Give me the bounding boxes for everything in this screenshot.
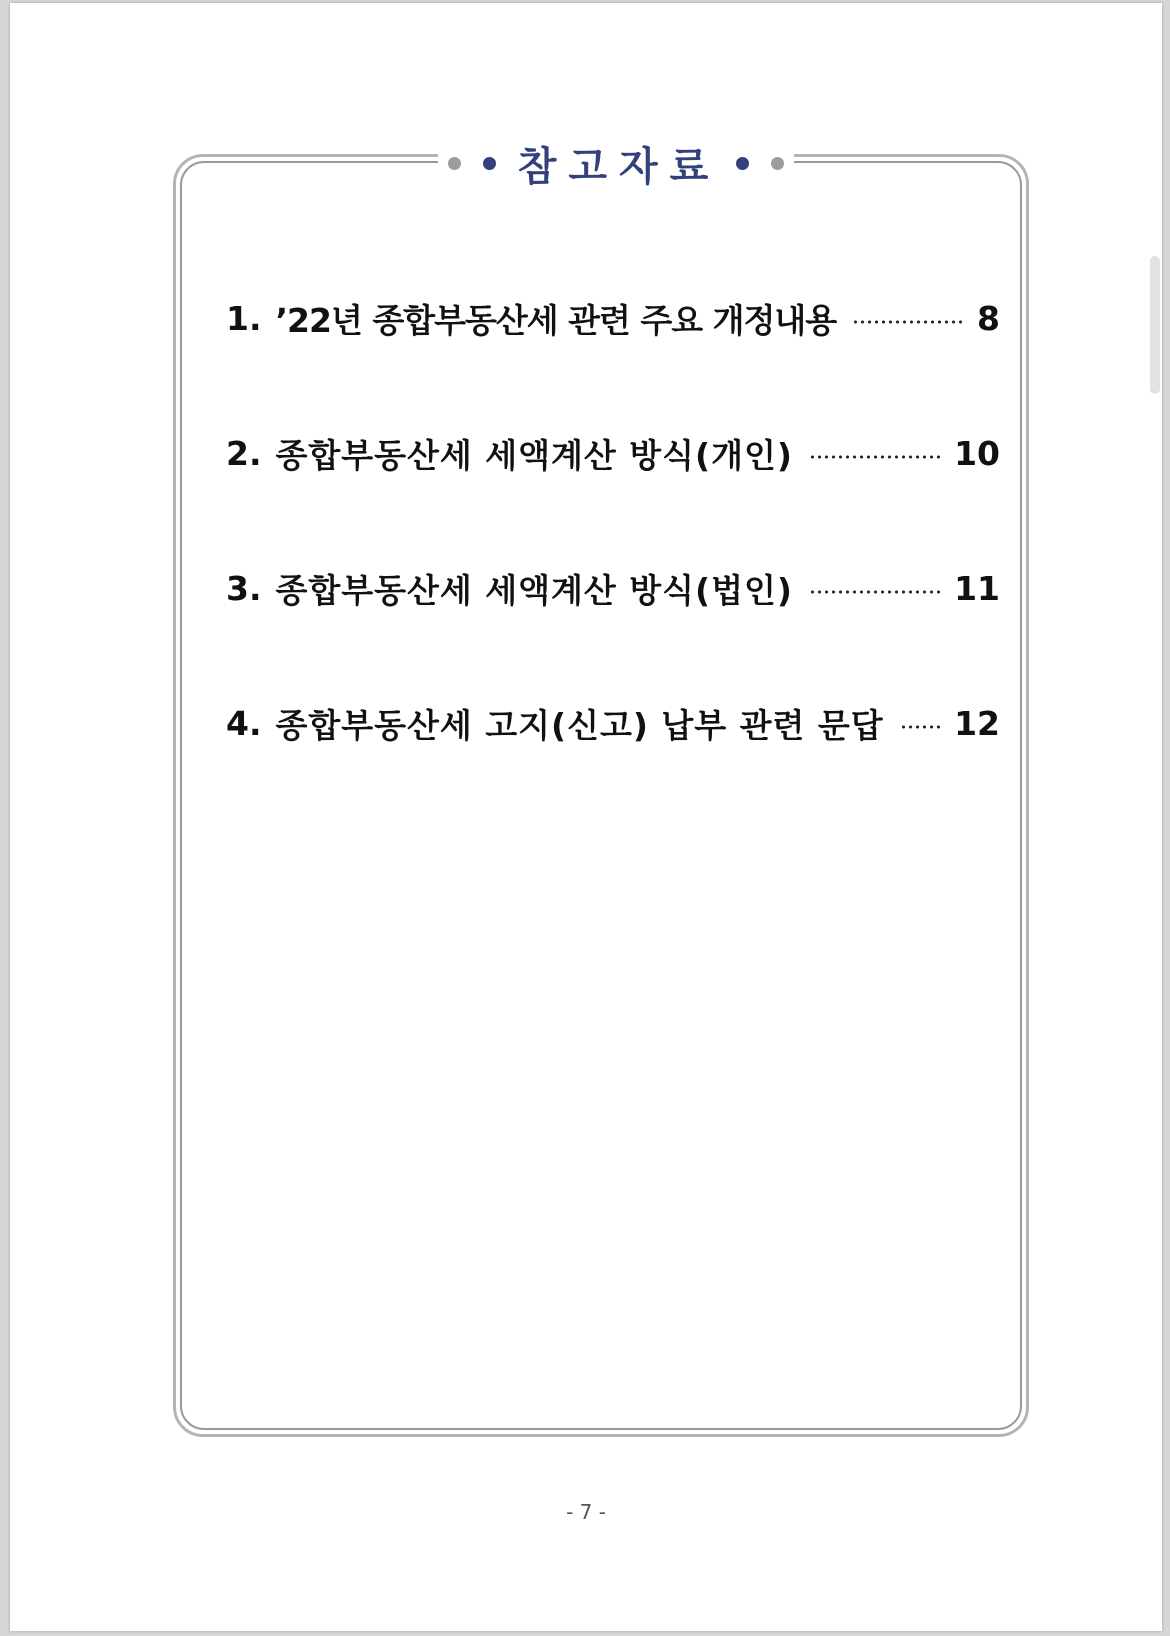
toc-item-number: 4. [226,703,262,743]
toc-item-page: 11 [954,568,1000,608]
section-heading [438,137,794,189]
toc-item-title: 종합부동산세 세액계산 방식(개인) [275,435,793,475]
toc-item-number: 3. [226,568,262,608]
dot-leader [900,725,942,729]
toc-item-page: 12 [954,703,1000,743]
toc-item-number: 1. [226,298,262,338]
section-title: 참고자료 [517,143,721,190]
toc-item-title: 종합부동산세 고지(신고) 납부 관련 문답 [275,705,884,745]
toc-item-title: 종합부동산세 세액계산 방식(법인) [275,570,793,610]
navy-dot-icon [736,157,749,170]
toc-item-2[interactable] [226,428,1000,478]
dot-leader [809,455,942,459]
toc-item-title: ’22년 종합부동산세 관련 주요 개정내용 [275,300,837,340]
vertical-scrollbar[interactable] [1150,256,1160,394]
toc-item-page: 8 [977,298,1000,338]
page-number: - 7 - [566,1500,606,1524]
toc-item-1[interactable] [226,293,1000,343]
document-page [10,3,1162,1631]
toc-item-3[interactable] [226,563,1000,613]
gray-dot-icon [771,157,784,170]
toc-item-4[interactable] [226,698,1000,748]
gray-dot-icon [448,157,461,170]
dot-leader [809,590,942,594]
navy-dot-icon [483,157,496,170]
toc-item-number: 2. [226,433,262,473]
dot-leader [852,320,965,324]
toc-item-page: 10 [954,433,1000,473]
table-of-contents [226,293,1000,833]
